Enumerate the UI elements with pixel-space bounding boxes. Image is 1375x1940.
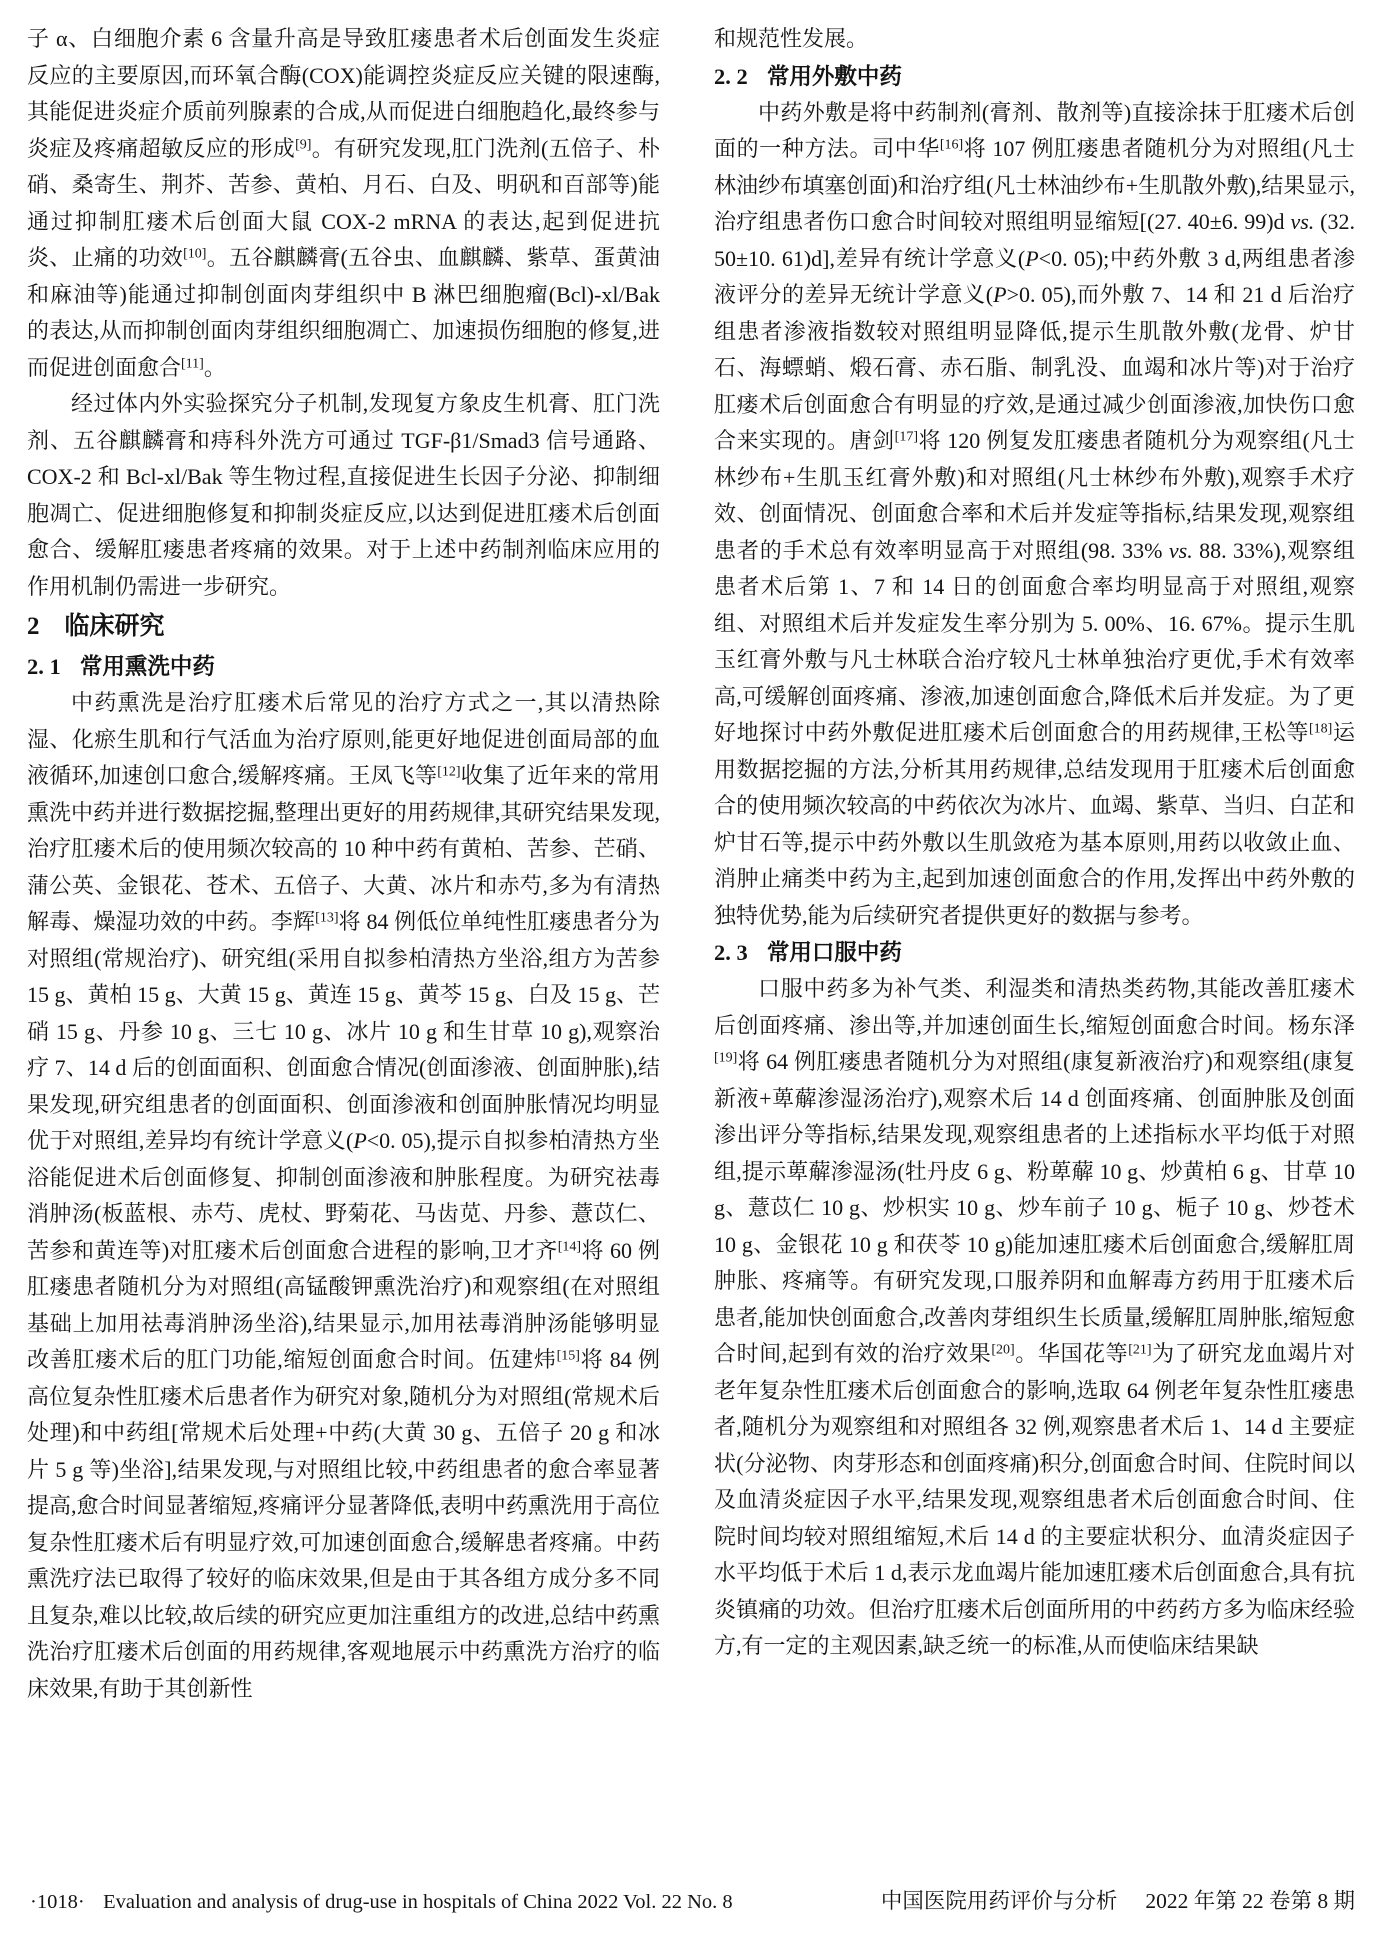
heading-text: 临床研究 — [64, 612, 165, 640]
text-run: 为了研究龙血竭片对老年复杂性肛瘘术后创面愈合的影响,选取 64 例老年复杂性肛瘘患者,随机分为观察组和对照组各 32 例,观察患者术后 1、14 d 主要症状(分泌物、肉芽形态和创面疼痛)积分,创面愈合时间、住院时间以及血清炎症因子水平,结果发现,观察组患者术后创面愈合时间、住院时间均较对照组缩短,术后 14 d 的主要症状积分、血清炎症因子水平均低于术后 1 d,表示龙血竭片能加速肛瘘术后创面愈合,具有抗炎镇痛的功效。但治疗肛瘘术后创面所用的中药药方多为临床经验方,有一定的主观因素,缺乏统一的标准,从而使临床结果缺 — [714, 1341, 1355, 1658]
heading-text: 常用口服中药 — [766, 940, 902, 965]
subsection-heading — [27, 648, 660, 685]
heading-number: 2 — [27, 613, 40, 640]
text-run: 将 64 例肛瘘患者随机分为对照组(康复新液治疗)和观察组(康复新液+萆薢渗湿汤治疗),观察术后 14 d 创面疼痛、创面肿胀及创面渗出评分等指标,结果发现,观察组患者的上述指标水平均低于对照组,提示萆薢渗湿汤(牡丹皮 6 g、粉萆薢 10 g、炒黄柏 6 g、甘草 10 g、薏苡仁 10 g、炒枳实 10 g、炒车前子 10 g、栀子 10 g、炒苍术 10 g、金银花 10 g 和茯苓 10 g)能加速肛瘘术后创面愈合,缓解肛周肿胀、疼痛等。有研究发现,口服养阴和血解毒方药用于肛瘘术后患者,能加快创面愈合,改善肉芽组织生长质量,缓解肛周肿胀,缩短愈合时间,起到有效的治疗效果 — [714, 1049, 1355, 1366]
text-run: 。华国花等 — [1014, 1341, 1129, 1366]
text-run: 将 84 例高位复杂性肛瘘术后患者作为研究对象,随机分为对照组(常规术后处理)和中药组[常规术后处理+中药(大黄 30 g、五倍子 20 g 和冰片 5 g 等)坐浴],结果发现,与对照组比较,中药组患者的愈合率显著提高,愈合时间显著缩短,疼痛评分显著降低,表明中药熏洗用于高位复杂性肛瘘术后有明显疗效,可加速创面愈合,缓解患者疼痛。中药熏洗疗法已取得了较好的临床效果,但是由于其各组方成分多不同且复杂,难以比较,故后续的研究应更加注重组方的改进,总结中药熏洗治疗肛瘘术后创面的用药规律,客观地展示中药熏洗方治疗的临床效果,有助于其创新性 — [27, 1347, 660, 1701]
reference-marker: [21] — [1128, 1342, 1152, 1358]
text-run: 将 120 例复发肛瘘患者随机分为观察组(凡士林纱布+生肌玉红膏外敷)和对照组(凡士林纱布外敷),观察手术疗效、创面情况、创面愈合率和术后并发症等指标,结果发现,观察组患者的手术总有效率明显高于对照组(98. 33% — [714, 428, 1355, 563]
reference-marker: [10] — [183, 246, 207, 262]
reference-marker: [19] — [714, 1050, 738, 1066]
reference-marker: [11] — [181, 356, 204, 372]
text-run: 子 α、白细胞介素 6 含量升高是导致肛瘘患者术后创面发生炎症反应的主要原因,而环氧合酶(COX)能调控炎症反应关键的限速酶,其能促进炎症介质前列腺素的合成,从而促进白细胞趋化,最终参与炎症及疼痛超敏反应的形成 — [27, 26, 660, 161]
text-run: 中药熏洗是治疗肛瘘术后常见的治疗方式之一,其以清热除湿、化瘀生肌和行气活血为治疗原则,能更好地促进创面局部的血液循环,加速创口愈合,缓解疼痛。王凤飞等 — [27, 690, 660, 788]
reference-marker: [12] — [437, 764, 461, 780]
text-run: 和规范性发展。 — [714, 26, 869, 51]
text-run: 将 84 例低位单纯性肛瘘患者分为对照组(常规治疗)、研究组(采用自拟参柏清热方坐浴,组方为苦参 15 g、黄柏 15 g、大黄 15 g、黄连 15 g、黄芩 15 g、白及 15 g、芒硝 15 g、丹参 10 g、三七 10 g、冰片 10 g 和生甘草 10 g),观察治疗 7、14 d 后的创面面积、创面愈合情况(创面渗液、创面肿胀),结果发现,研究组患者的创面面积、创面渗液和创面肿胀情况均明显优于对照组,差异均有统计学意义( — [27, 909, 660, 1153]
heading-text: 常用外敷中药 — [766, 63, 902, 89]
text-run: <0. 05),提示自拟参柏清热方坐浴能促进术后创面修复、抑制创面渗液和肿胀程度。为研究祛毒消肿汤(板蓝根、赤芍、虎杖、野菊花、马齿苋、丹参、薏苡仁、苦参和黄连等)对肛瘘术后创面愈合进程的影响,卫才齐 — [27, 1128, 661, 1263]
subsection-heading — [714, 58, 1355, 95]
italic-text: P — [353, 1128, 367, 1153]
text-run: 运用数据挖掘的方法,分析其用药规律,总结发现用于肛瘘术后创面愈合的使用频次较高的中药依次为冰片、血竭、紫草、当归、白芷和炉甘石等,提示中药外敷以生肌敛疮为基本原则,用药以收敛止血、消肿止痛类中药为主,起到加速创面愈合的作用,发挥出中药外敷的独特优势,能为后续研究者提供更好的数据与参考。 — [714, 720, 1355, 928]
heading-number: 2. 2 — [714, 63, 748, 89]
text-run: 。有研究发现,肛门洗剂(五倍子、朴硝、桑寄生、荆芥、苦参、黄柏、月石、白及、明矾和百部等)能通过抑制肛瘘术后创面大鼠 COX-2 mRNA 的表达,起到促进抗炎、止痛的功效 — [27, 135, 660, 270]
heading-text: 常用熏洗中药 — [79, 654, 215, 679]
reference-marker: [16] — [939, 137, 964, 153]
right-column — [714, 21, 1355, 1665]
text-run: 经过体内外实验探究分子机制,发现复方象皮生机膏、肛门洗剂、五谷麒麟膏和痔科外洗方可通过 TGF-β1/Smad3 信号通路、COX-2 和 Bcl-xl/Bak 等生物过程,直接促进生长因子分泌、抑制细胞凋亡、促进细胞修复和抑制炎症反应,以达到促进肛瘘术后创面愈合、缓解肛瘘患者疼痛的效果。对于上述中药制剂临床应用的作用机制仍需进一步研究。 — [27, 391, 660, 599]
journal-title-cn: 中国医院用药评价与分析 — [880, 1889, 1118, 1913]
heading-number: 2. 3 — [714, 940, 748, 965]
reference-marker: [9] — [295, 137, 312, 153]
paragraph — [714, 971, 1355, 1665]
paragraph — [27, 386, 660, 605]
text-run: >0. 05),而外敷 7、14 和 21 d 后治疗组患者渗液指数较对照组明显降低,提示生肌散外敷(龙骨、炉甘石、海螵蛸、煅石膏、赤石脂、制乳没、血竭和冰片等)对于治疗肛瘘术后创面愈合有明显的疗效,是通过减少创面渗液,加快伤口愈合来实现的。唐剑 — [714, 282, 1356, 453]
text-run: 。五谷麒麟膏(五谷虫、血麒麟、紫草、蛋黄油和麻油等)能通过抑制创面肉芽组织中 B 淋巴细胞瘤(Bcl)-xl/Bak 的表达,从而抑制创面肉芽组织细胞凋亡、加速损伤细胞的修复,进而促进创面愈合 — [27, 245, 660, 380]
text-run: 中药外敷是将中药制剂(膏剂、散剂等)直接涂抹于肛瘘术后创面的一种方法。司中华 — [714, 99, 1355, 161]
section-heading — [27, 605, 660, 648]
text-run: 收集了近年来的常用熏洗中药并进行数据挖掘,整理出更好的用药规律,其研究结果发现,治疗肛瘘术后的使用频次较高的 10 种中药有黄柏、苦参、芒硝、蒲公英、金银花、苍术、五倍子、大黄、冰片和赤芍,多为有清热解毒、燥湿功效的中药。李辉 — [27, 763, 660, 934]
text-run: 88. 33%),观察组患者术后第 1、7 和 14 日的创面愈合率均明显高于对照组,观察组、对照组术后并发症发生率分别为 5. 00%、16. 67%。提示生肌玉红膏外敷与凡士林联合治疗较凡士林单独治疗更优,手术有效率高,可缓解创面疼痛、渗液,加速创面愈合,降低术后并发症。为了更好地探讨中药外敷促进肛瘘术后创面愈合的用药规律,王松等 — [714, 537, 1355, 745]
reference-marker: [13] — [315, 910, 339, 926]
issue-info: 2022 年第 22 卷第 8 期 — [1145, 1889, 1355, 1913]
reference-marker: [15] — [556, 1348, 580, 1364]
paragraph — [27, 685, 660, 1707]
text-run: 。 — [203, 354, 226, 380]
paragraph — [27, 21, 660, 386]
text-run: (32. 50±10. 61)d],差异有统计学意义( — [714, 209, 1355, 271]
footer-right — [881, 1884, 1355, 1915]
subsection-heading — [714, 934, 1355, 971]
reference-marker: [14] — [557, 1239, 582, 1255]
paragraph — [714, 21, 1355, 58]
text-run: 口服中药多为补气类、利湿类和清热类药物,其能改善肛瘘术后创面疼痛、渗出等,并加速创面生长,缩短创面愈合时间。杨东泽 — [714, 976, 1355, 1038]
text-run: 将 107 例肛瘘患者随机分为对照组(凡士林油纱布填塞创面)和治疗组(凡士林油纱布+生肌散外敷),结果显示,治疗组患者伤口愈合时间较对照组明显缩短[(27. 40±6. 99)d — [714, 136, 1355, 234]
italic-text: vs. — [1290, 209, 1315, 234]
heading-number: 2. 1 — [27, 654, 61, 679]
left-column — [27, 21, 660, 1707]
reference-marker: [18] — [1309, 721, 1333, 737]
reference-marker: [20] — [991, 1342, 1015, 1358]
italic-text: P — [1025, 245, 1039, 271]
text-run: 将 60 例肛瘘患者随机分为对照组(高锰酸钾熏洗治疗)和观察组(在对照组基础上加用祛毒消肿汤坐浴),结果显示,加用祛毒消肿汤能够明显改善肛瘘术后的肛门功能,缩短创面愈合时间。伍建炜 — [27, 1237, 660, 1372]
italic-text: vs. — [1168, 537, 1193, 563]
reference-marker: [17] — [894, 429, 918, 445]
page-footer — [30, 1884, 1355, 1915]
text-run: <0. 05);中药外敷 3 d,两组患者渗液评分的差异无统计学意义( — [714, 245, 1355, 307]
italic-text: P — [993, 282, 1007, 307]
paragraph — [714, 95, 1355, 935]
footer-left — [30, 1891, 733, 1914]
journal-title-en: Evaluation and analysis of drug-use in hospitals of China 2022 Vol. 22 No. 8 — [103, 1891, 733, 1913]
page-number: ·1018· — [30, 1891, 85, 1913]
